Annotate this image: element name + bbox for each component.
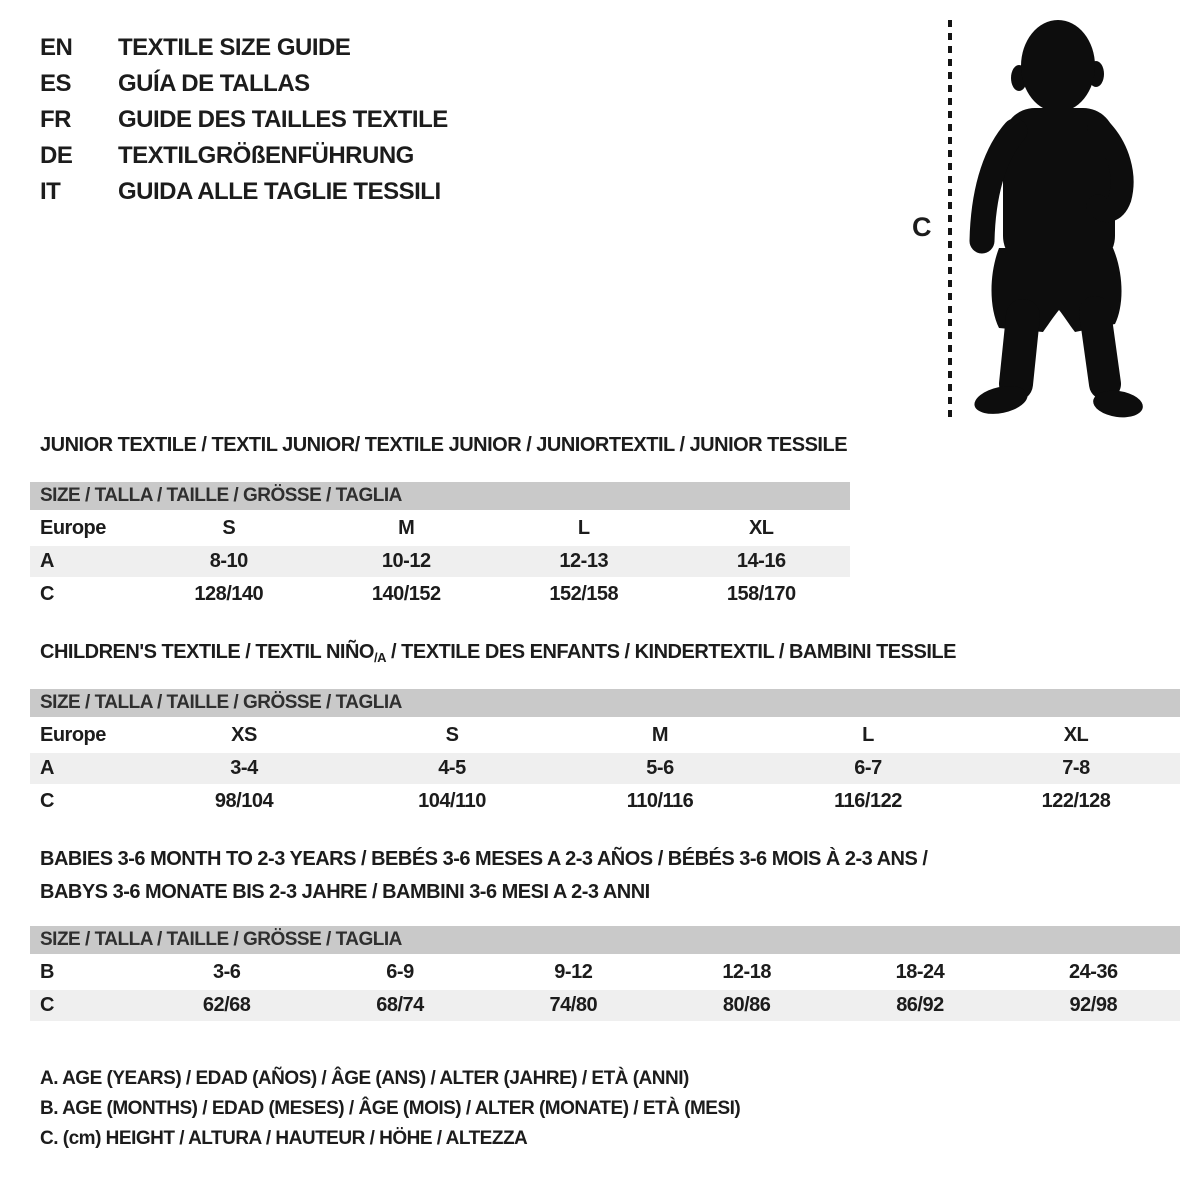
language-title: GUIDA ALLE TAGLIE TESSILI [118,178,441,205]
height-value: 80/86 [722,994,771,1016]
age-value: 3-4 [230,757,258,779]
children-region-row [30,720,1180,751]
babies-height-row [30,990,1180,1021]
junior-section-title: JUNIOR TEXTILE / TEXTIL JUNIOR/ TEXTILE JUNIOR / JUNIORTEXTIL / JUNIOR TESSILE [40,434,848,456]
babies-size-table [30,926,1180,1021]
language-code: ES [40,70,72,97]
children-section-title [40,641,956,664]
row-label-c: C [40,583,54,605]
children-title-rest: / TEXTILE DES ENFANTS / KINDERTEXTIL / BAMBINI TESSILE [385,641,956,663]
junior-size-header-bar: SIZE / TALLA / TAILLE / GRÖSSE / TAGLIA [30,482,850,510]
months-value: 9-12 [554,961,593,983]
months-value: 6-9 [386,961,414,983]
height-value: 128/140 [194,583,264,605]
language-row-de [40,138,448,174]
children-title-subscript: /A [373,650,386,665]
babies-section-title-line2: BABYS 3-6 MONATE BIS 2-3 JAHRE / BAMBINI 3-6 MESI A 2-3 ANNI [40,881,650,903]
height-value: 74/80 [549,994,598,1016]
height-dashed-line [948,20,952,418]
language-row-es [40,66,448,102]
children-size-table [30,689,1180,817]
language-title-list [40,30,448,210]
language-title: GUIDE DES TAILLES TEXTILE [118,106,448,133]
toddler-silhouette-icon [963,16,1147,422]
language-row-it [40,174,448,210]
height-value: 152/158 [549,583,619,605]
size-col-m: M [398,517,415,539]
height-value: 110/116 [626,790,694,812]
language-title: GUÍA DE TALLAS [118,70,310,97]
height-value: 158/170 [726,583,796,605]
junior-height-row [30,579,850,610]
row-label-c: C [40,790,54,812]
language-row-en [40,30,448,66]
months-value: 3-6 [212,961,241,983]
months-value: 24-36 [1068,961,1118,983]
size-col-xl: XL [1063,724,1089,746]
language-title: TEXTILGRÖßENFÜHRUNG [118,142,414,169]
size-col-xl: XL [748,517,774,539]
children-age-row [30,753,1180,784]
legend-height-cm: C. (cm) HEIGHT / ALTURA / HAUTEUR / HÖHE / ALTEZZA [40,1128,528,1149]
height-value: 86/92 [896,994,944,1016]
size-col-s: S [222,517,236,539]
babies-months-row [30,957,1180,988]
age-value: 7-8 [1062,757,1090,779]
months-value: 12-18 [722,961,771,983]
legend-age-years: A. AGE (YEARS) / EDAD (AÑOS) / ÂGE (ANS) / ALTER (JAHRE) / ETÀ (ANNI) [40,1068,689,1089]
language-code: EN [40,34,73,61]
age-value: 4-5 [438,757,466,779]
row-label-c: C [40,994,54,1016]
size-col-l: L [862,724,874,746]
age-value: 6-7 [854,757,882,779]
size-col-s: S [445,724,459,746]
months-value: 18-24 [895,961,945,983]
region-label: Europe [40,724,106,746]
junior-age-row [30,546,850,577]
height-value: 92/98 [1069,994,1118,1016]
legend-age-months: B. AGE (MONTHS) / EDAD (MESES) / ÂGE (MOIS) / ALTER (MONATE) / ETÀ (MESI) [40,1098,741,1119]
size-col-m: M [651,724,669,746]
height-value: 122/128 [1041,790,1111,812]
height-value: 104/110 [418,790,486,812]
junior-region-row [30,513,850,544]
height-value: 116/122 [834,790,902,812]
language-title: TEXTILE SIZE GUIDE [118,34,351,61]
region-label: Europe [40,517,106,539]
children-title-main: CHILDREN'S TEXTILE / TEXTIL NIÑO [40,641,374,663]
height-measure-label: C [912,212,932,242]
size-col-l: L [577,517,590,539]
height-value: 98/104 [214,790,274,812]
height-value: 62/68 [202,994,251,1016]
children-size-header-bar: SIZE / TALLA / TAILLE / GRÖSSE / TAGLIA [30,689,1180,717]
row-label-b: B [40,961,54,983]
age-value: 12-13 [559,550,609,572]
age-value: 10-12 [381,550,431,572]
children-height-row [30,786,1180,817]
row-label-a: A [40,757,54,779]
babies-section-title-line1: BABIES 3-6 MONTH TO 2-3 YEARS / BEBÉS 3-6 MESES A 2-3 AÑOS / BÉBÉS 3-6 MOIS À 2-3 ANS / [40,848,928,870]
language-row-fr [40,102,448,138]
age-value: 8-10 [209,550,248,572]
babies-size-header-bar: SIZE / TALLA / TAILLE / GRÖSSE / TAGLIA [30,926,1180,954]
language-code: IT [40,178,61,205]
row-label-a: A [40,550,54,572]
language-code: FR [40,106,71,133]
height-value: 140/152 [371,583,441,605]
height-value: 68/74 [376,994,424,1016]
age-value: 14-16 [736,550,786,572]
size-col-xs: XS [231,724,257,746]
junior-size-table [30,482,850,610]
language-code: DE [40,142,73,169]
age-value: 5-6 [646,757,674,779]
